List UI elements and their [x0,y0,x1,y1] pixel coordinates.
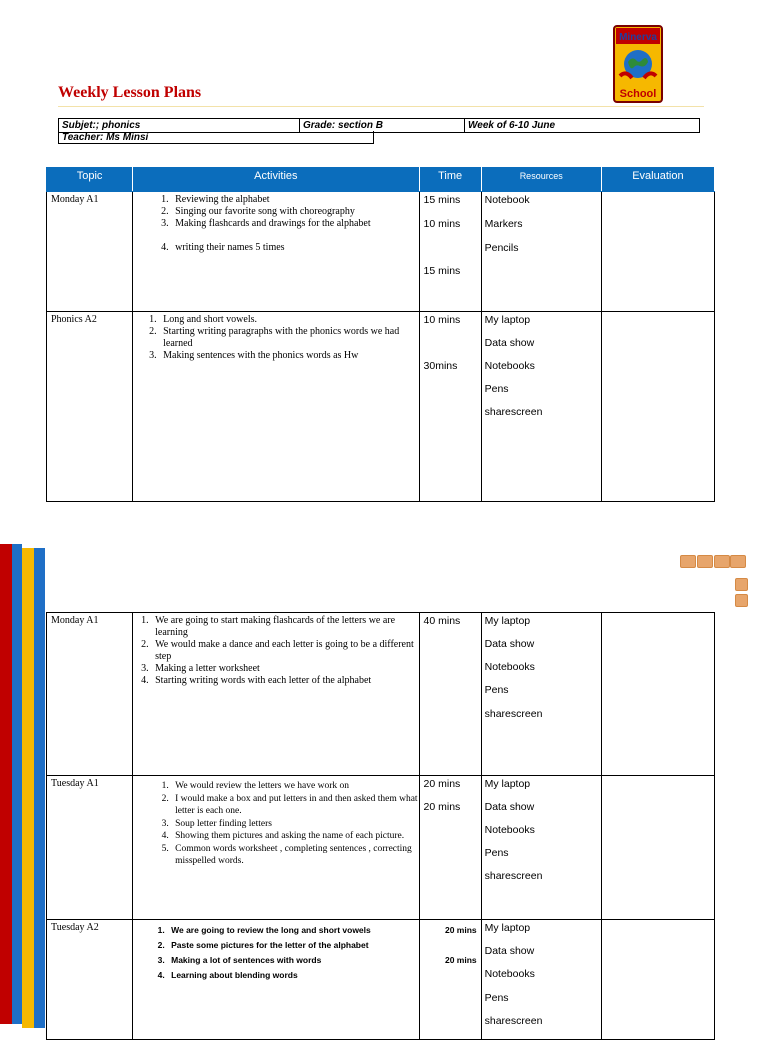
lesson-table-2 [46,612,715,1040]
logo-bottom-text: School [619,88,657,100]
header-topic: Topic [47,168,133,192]
resource-item: Pencils [484,242,519,254]
header-evaluation: Evaluation [601,168,714,192]
decorative-stripe-blue [12,544,22,1024]
table-row [47,776,715,920]
time-value: 20 mins [423,801,461,813]
time-value: 15 mins [423,265,461,277]
resource-item: Data show [484,638,535,650]
time-value: 20 mins [423,778,461,790]
resource-item: Markers [484,218,523,230]
decorative-square [697,555,713,568]
resource-item: sharescreen [484,1015,543,1027]
resource-item: sharescreen [484,406,543,418]
table-header-row [47,168,715,192]
resources-cell [481,613,601,776]
resource-item: My laptop [484,922,531,934]
resource-item: Pens [484,847,509,859]
decorative-square [680,555,696,568]
time-cell [419,613,481,776]
resource-item: Data show [484,801,535,813]
teacher-field: Teacher: Ms Minsi [58,131,374,144]
activities-cell [133,192,419,312]
decorative-square [730,555,746,568]
lesson-table-1 [46,167,715,502]
decorative-square [735,578,748,591]
resource-item: Notebooks [484,824,535,836]
activity-item: 2. Starting writing paragraphs with the phonics words we had learned [159,326,418,350]
header-time: Time [419,168,481,192]
decorative-stripe-yellow [22,548,34,1028]
logo-top-text: Minerva [619,32,657,43]
resource-item: My laptop [484,778,531,790]
activity-item: 2. We would make a dance and each letter is going to be a different step [151,639,418,663]
resource-item: Notebooks [484,968,535,980]
resource-item: Pens [484,684,509,696]
evaluation-cell [601,920,714,1040]
activities-cell [133,613,419,776]
evaluation-cell [601,312,714,502]
resources-cell [481,312,601,502]
header-resources: Resources [481,168,601,192]
decorative-square [714,555,730,568]
grade-field: Grade: section B [300,119,465,132]
activity-item: 3. Soup letter finding letters [171,818,418,831]
table-row [47,312,715,502]
activity-item: 3. Making a letter worksheet [151,663,418,675]
evaluation-cell [601,192,714,312]
time-value: 40 mins [423,615,461,627]
time-cell [419,192,481,312]
activity-item: 1. Long and short vowels. [159,314,418,326]
topic-cell: Monday A1 [47,192,133,312]
evaluation-cell [601,776,714,920]
activity-item: 4. Learning about blending words [167,968,418,983]
activity-item: 2. I would make a box and put letters in and then asked them what letter is each one. [171,793,418,818]
resource-item: Data show [484,337,535,349]
activity-item: 3. Making flashcards and drawings for the alphabet [171,218,418,230]
time-value: 20 mins [444,925,477,935]
activity-item: 2. Singing our favorite song with choreography [171,206,418,218]
activity-item: 5. Common words worksheet , completing sentences , correcting misspelled words. [171,843,418,868]
time-value: 10 mins [423,314,461,326]
resource-item: Pens [484,992,509,1004]
resource-item: Data show [484,945,535,957]
activity-item: 1. Reviewing the alphabet [171,194,418,206]
table-row [47,613,715,776]
topic-cell: Tuesday A1 [47,776,133,920]
table-row [47,192,715,312]
resource-item: My laptop [484,314,531,326]
activity-item: 4. Starting writing words with each letter of the alphabet [151,675,418,687]
activity-item: 4. writing their names 5 times [171,242,418,254]
resource-item: Notebook [484,194,530,206]
activities-cell [133,920,419,1040]
resource-item: sharescreen [484,870,543,882]
activity-item: 4. Showing them pictures and asking the name of each picture. [171,830,418,843]
resources-cell [481,192,601,312]
resources-cell [481,920,601,1040]
time-value: 10 mins [423,218,461,230]
activity-item: 2. Paste some pictures for the letter of the alphabet [167,938,418,953]
resource-item: Notebooks [484,360,535,372]
decorative-stripe-blue-2 [34,548,45,1028]
activity-item: 3. Making a lot of sentences with words [167,953,418,968]
week-field: Week of 6-10 June [468,120,556,131]
header-activities: Activities [133,168,419,192]
time-value: 30mins [423,360,458,372]
decorative-stripe-red [0,544,12,1024]
time-cell [419,312,481,502]
subject-field: Subjet:; phonics [59,119,300,132]
resource-item: sharescreen [484,708,543,720]
topic-cell: Monday A1 [47,613,133,776]
activities-cell [133,312,419,502]
time-cell [419,920,481,1040]
resource-item: Notebooks [484,661,535,673]
time-value: 15 mins [423,194,461,206]
topic-cell: Phonics A2 [47,312,133,502]
evaluation-cell [601,613,714,776]
decorative-square [735,594,748,607]
topic-cell: Tuesday A2 [47,920,133,1040]
activity-item: 1. We are going to start making flashcards of the letters we are learning [151,615,418,639]
resource-item: Pens [484,383,509,395]
activities-cell [133,776,419,920]
resources-cell [481,776,601,920]
activity-item: 3. Making sentences with the phonics words as Hw [159,350,418,362]
resource-item: My laptop [484,615,531,627]
title-divider [58,106,704,107]
activity-item: 1. We are going to review the long and short vowels [167,923,418,938]
page-title: Weekly Lesson Plans [58,84,202,101]
time-value: 20 mins [444,955,477,965]
school-logo [612,24,664,104]
time-cell [419,776,481,920]
table-row [47,920,715,1040]
activity-item: 1. We would review the letters we have work on [171,780,418,793]
